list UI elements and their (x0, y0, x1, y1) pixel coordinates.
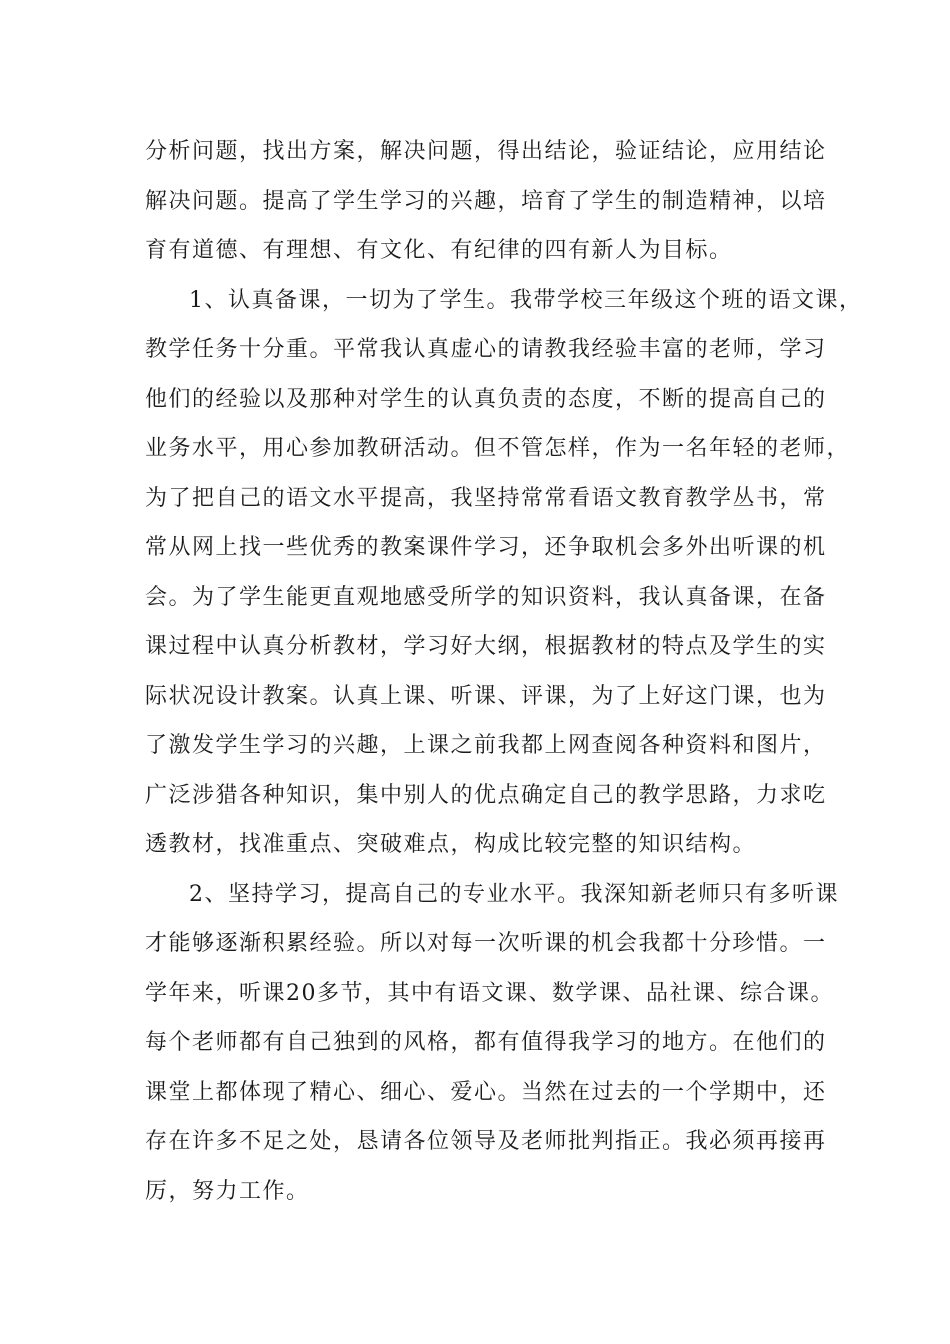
text-line: 每个老师都有自己独到的风格，都有值得我学习的地方。在他们的 (145, 1030, 827, 1055)
text-line: 课过程中认真分析教材，学习好大纲，根据教材的特点及学生的实 (145, 634, 827, 659)
text-line: 常从网上找一些优秀的教案课件学习，还争取机会多外出听课的机 (145, 535, 827, 560)
text-line: 际状况设计教案。认真上课、听课、评课，为了上好这门课，也为 (145, 683, 827, 709)
text-line: 解决问题。提高了学生学习的兴趣，培育了学生的制造精神，以培 (145, 188, 827, 214)
text-line: 教学任务十分重。平常我认真虚心的请教我经验丰富的老师，学习 (145, 337, 827, 362)
text-line: 厉，努力工作。 (145, 1178, 310, 1204)
text-line: 才能够逐渐积累经验。所以对每一次听课的机会我都十分珍惜。一 (145, 931, 827, 956)
text-line: 分析问题，找出方案，解决问题，得出结论，验证结论，应用结论 (145, 139, 827, 164)
text-line: 为了把自己的语文水平提高，我坚持常常看语文教育教学丛书，常 (145, 485, 827, 511)
text-line: 了激发学生学习的兴趣，上课之前我都上网查阅各种资料和图片， (145, 733, 827, 758)
text-line: 育有道德、有理想、有文化、有纪律的四有新人为目标。 (145, 238, 733, 263)
text-line: 学年来，听课20多节，其中有语文课、数学课、品社课、综合课。 (145, 980, 834, 1006)
text-line: 透教材，找准重点、突破难点，构成比较完整的知识结构。 (145, 832, 757, 857)
text-line: 业务水平，用心参加教研活动。但不管怎样，作为一名年轻的老师， (145, 436, 851, 461)
paragraph-1-first-line: 1、认真备课，一切为了学生。我带学校三年级这个班的语文课， (189, 287, 863, 313)
text-line: 存在许多不足之处，恳请各位领导及老师批判指正。我必须再接再 (145, 1129, 827, 1154)
text-line: 课堂上都体现了精心、细心、爱心。当然在过去的一个学期中，还 (145, 1079, 827, 1105)
paragraph-2-first-line: 2、坚持学习，提高自己的专业水平。我深知新老师只有多听课 (189, 881, 839, 907)
body-text (145, 127, 863, 1216)
text-line: 他们的经验以及那种对学生的认真负责的态度，不断的提高自己的 (145, 386, 827, 412)
text-line: 广泛涉猎各种知识，集中别人的优点确定自己的教学思路，力求吃 (145, 782, 827, 808)
text-line: 会。为了学生能更直观地感受所学的知识资料，我认真备课，在备 (145, 584, 827, 610)
